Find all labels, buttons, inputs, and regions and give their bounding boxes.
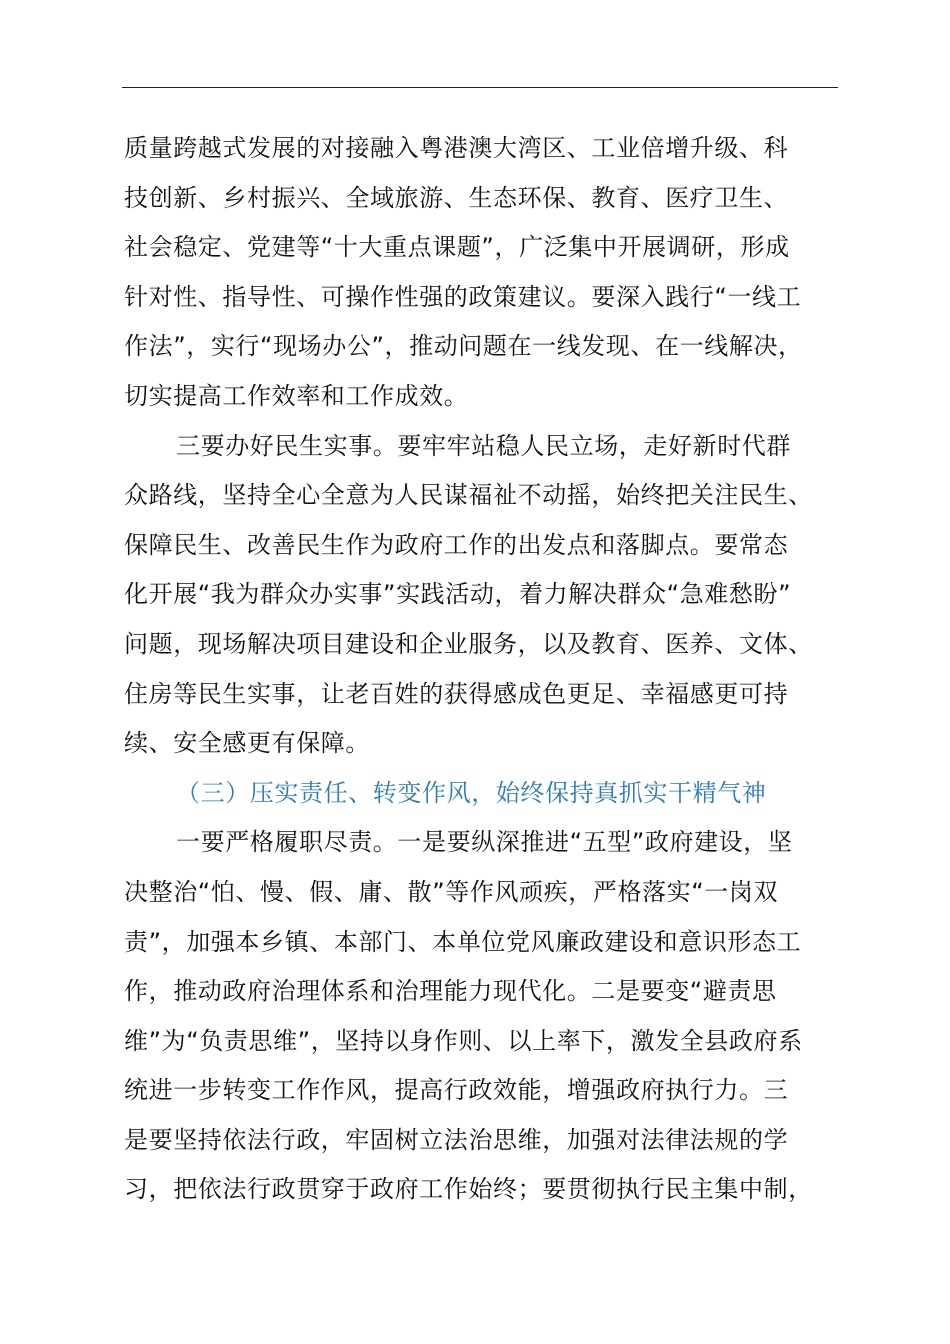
text-line: 社会稳定、党建等“十大重点课题”，广泛集中开展调研，形成 [124,233,790,262]
text-line: 是要坚持依法行政，牢固树立法治思维，加强对法律法规的学 [124,1125,789,1154]
paragraph-start-line: 一要严格履职尽责。一是要纵深推进“五型”政府建设，坚 [176,828,793,857]
header-rule [122,87,838,88]
text-line: 责”，加强本乡镇、本部门、本单位党风廉政建设和意识形态工 [124,927,802,956]
text-line: 作，推动政府治理体系和治理能力现代化。二是要变“避责思 [124,977,777,1006]
text-line: 技创新、乡村振兴、全域旅游、生态环保、教育、医疗卫生、 [124,183,789,212]
paragraph-start-line: 三要办好民生实事。要牢牢站稳人民立场，走好新时代群 [176,431,791,460]
text-line: 决整治“怕、慢、假、庸、散”等作风顽疾，严格落实“一岗双 [124,877,779,906]
text-line: 众路线，坚持全心全意为人民谋福祉不动摇，始终把关注民生、 [124,481,813,510]
text-line: 习，把依法行政贯穿于政府工作始终；要贯彻执行民主集中制， [124,1175,813,1204]
text-line: 切实提高工作效率和工作成效。 [124,381,469,410]
text-line: 统进一步转变工作作风，提高行政效能，增强政府执行力。三 [124,1076,789,1105]
text-line: 保障民生、改善民生作为政府工作的出发点和落脚点。要常态 [124,530,789,559]
text-line: 质量跨越式发展的对接融入粤港澳大湾区、工业倍增升级、科 [124,134,789,162]
text-line: 续、安全感更有保障。 [124,729,370,758]
section-heading: （三）压实责任、转变作风，始终保持真抓实干精气神 [176,778,767,807]
body-text [124,124,854,1215]
text-line: 作法”，实行“现场办公”，推动问题在一线发现、在一线解决， [124,332,803,361]
text-line: 维”为“负责思维”，坚持以身作则、以上率下，激发全县政府系 [124,1026,803,1055]
text-line: 住房等民生实事，让老百姓的获得感成色更足、幸福感更可持 [124,679,789,708]
text-line: 针对性、指导性、可操作性强的政策建议。要深入践行“一线工 [124,282,802,311]
text-line: 化开展“我为群众办实事”实践活动，着力解决群众“急难愁盼” [124,580,792,609]
text-line: 问题，现场解决项目建设和企业服务，以及教育、医养、文体、 [124,629,813,658]
